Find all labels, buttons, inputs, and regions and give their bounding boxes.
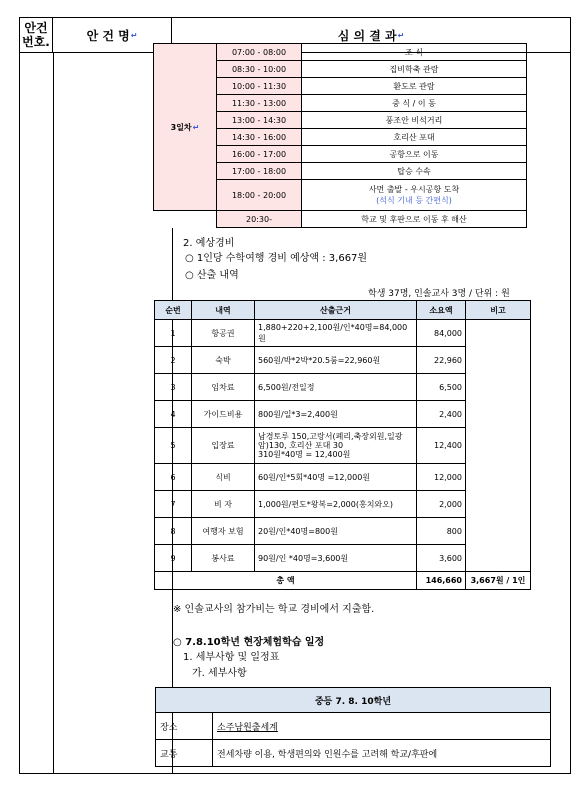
row-basis: 800원/일*3=2,400원 (255, 401, 417, 428)
table-row (154, 44, 527, 61)
total-amount: 146,660 (417, 572, 466, 590)
activity-cell: 호리산 포대 (302, 129, 527, 146)
activity-cell: 환도로 관람 (302, 78, 527, 95)
row-basis: 1,880+220+2,100원/인*40명=84,000원 (255, 320, 417, 347)
total-label: 총 액 (155, 572, 417, 590)
trip-sub-2: 가. 세부사항 (192, 668, 247, 679)
total-note: 3,667원 / 1인 (466, 572, 531, 590)
time-cell: 11:30 - 13:00 (217, 95, 302, 112)
row-item: 봉사료 (192, 545, 255, 572)
table-row (155, 320, 531, 347)
activity-cell: 중 식 / 이 동 (302, 95, 527, 112)
per-person-cost: ○ 1인당 수학여행 경비 예상액 : 3,667원 (185, 253, 368, 264)
remark-cell (466, 320, 531, 572)
row-amount: 2,000 (417, 491, 466, 518)
agenda-name-header: 안 건 명 ↵ (53, 18, 172, 52)
time-cell: 08:30 - 10:00 (217, 61, 302, 78)
budget-title: 2. 예상경비 (183, 238, 235, 249)
row-amount: 2,400 (417, 401, 466, 428)
row-basis: 90원/인 *40명=3,600원 (255, 545, 417, 572)
time-cell: 14:30 - 16:00 (217, 129, 302, 146)
table-header-row (155, 301, 531, 320)
row-amount: 22,960 (417, 347, 466, 374)
cost-detail-title: ○ 산출 내역 (185, 270, 239, 281)
total-row (155, 572, 531, 590)
trip-title: ○ 7.8.10학년 현장체험학습 일정 (173, 637, 325, 648)
row-amount: 12,400 (417, 428, 466, 464)
place-value: 소주남원출세계 (213, 713, 551, 740)
table-row (156, 713, 551, 740)
agenda-name-label: 안 건 명 (86, 28, 130, 43)
table-row (156, 740, 551, 767)
row-amount: 6,500 (417, 374, 466, 401)
row-number: 8 (155, 518, 192, 545)
time-cell: 07:00 - 08:00 (217, 44, 302, 61)
row-amount: 800 (417, 518, 466, 545)
trip-table-title: 중등 7. 8. 10학년 (156, 688, 551, 713)
col-header: 내역 (192, 301, 255, 320)
row-basis-line-2: 310원*40명 = 12,400원 (258, 450, 351, 459)
column-divider (53, 52, 54, 773)
row-basis: 20원/인*40명=800원 (255, 518, 417, 545)
row-item: 항공권 (192, 320, 255, 347)
agenda-number-header (20, 18, 53, 52)
activity-cell: 학교 및 후판으로 이동 후 해산 (302, 211, 527, 228)
day-cell: 3일차↵ (154, 44, 217, 211)
table-row (154, 211, 527, 228)
row-item: 입장료 (192, 428, 255, 464)
row-item: 식비 (192, 464, 255, 491)
place-label: 장소 (156, 713, 213, 740)
row-basis: 1,000원/편도*왕복=2,000(홍치와오) (255, 491, 417, 518)
activity-cell: 집비학축 관람 (302, 61, 527, 78)
activity-cell (302, 180, 527, 211)
agenda-number-label-1: 안건 (24, 21, 48, 35)
row-number: 7 (155, 491, 192, 518)
col-header: 산출근거 (255, 301, 417, 320)
row-item: 숙박 (192, 347, 255, 374)
activity-cell: 조 식 (302, 44, 527, 61)
row-basis (255, 428, 417, 464)
activity-cell: 탑승 수속 (302, 163, 527, 180)
time-cell: 10:00 - 11:30 (217, 78, 302, 95)
row-number: 9 (155, 545, 192, 572)
trip-table (155, 687, 551, 767)
cost-table (154, 300, 531, 590)
col-header: 소요액 (417, 301, 466, 320)
transport-value: 전세차량 이용, 학생편의와 인원수를 고려해 학교/후판에 (213, 740, 551, 767)
time-cell: 16:00 - 17:00 (217, 146, 302, 163)
row-number: 2 (155, 347, 192, 374)
table-header-row (156, 688, 551, 713)
row-basis: 60원/인*5회*40명 =12,000원 (255, 464, 417, 491)
row-number: 5 (155, 428, 192, 464)
activity-note: (석식 기내 등 간편식) (376, 196, 452, 205)
col-header: 비고 (466, 301, 531, 320)
row-number: 3 (155, 374, 192, 401)
row-amount: 84,000 (417, 320, 466, 347)
empty-cell (154, 211, 217, 228)
day-label: 3일차 (170, 122, 192, 132)
row-amount: 12,000 (417, 464, 466, 491)
schedule-table (153, 43, 527, 228)
unit-note: 학생 37명, 인솔교사 3명 / 단위 : 원 (368, 289, 510, 299)
time-cell: 13:00 - 14:30 (217, 112, 302, 129)
row-basis: 6,500원/전일정 (255, 374, 417, 401)
row-basis-line-1: 남경토루 150,고랑서(폐리,축장외원,일광암)130, 호리산 포대 30 (258, 432, 403, 450)
budget-footnote: ※ 인솔교사의 참가비는 학교 경비에서 지출함. (173, 604, 375, 615)
activity-cell: 공항으로 이동 (302, 146, 527, 163)
activity-cell: 풍조안 비석거리 (302, 112, 527, 129)
trip-sub-1: 1. 세부사항 및 일정표 (183, 652, 280, 663)
row-basis: 560원/박*2박*20.5룸=22,960원 (255, 347, 417, 374)
row-item: 비 자 (192, 491, 255, 518)
time-cell: 17:00 - 18:00 (217, 163, 302, 180)
col-header: 순번 (155, 301, 192, 320)
activity-text: 사먼 출발 - 우시공항 도착 (368, 185, 460, 194)
result-header: 심 의 결 과 ↵ (337, 28, 405, 43)
row-number: 4 (155, 401, 192, 428)
transport-label: 교통 (156, 740, 213, 767)
row-number: 6 (155, 464, 192, 491)
time-cell: 18:00 - 20:00 (217, 180, 302, 211)
agenda-number-label-2: 번호. (22, 35, 50, 49)
row-item: 임차료 (192, 374, 255, 401)
result-label: 심 의 결 과 (337, 28, 397, 43)
row-number: 1 (155, 320, 192, 347)
row-amount: 3,600 (417, 545, 466, 572)
row-item: 여행자 보험 (192, 518, 255, 545)
row-item: 가이드비용 (192, 401, 255, 428)
time-cell: 20:30- (217, 211, 302, 228)
